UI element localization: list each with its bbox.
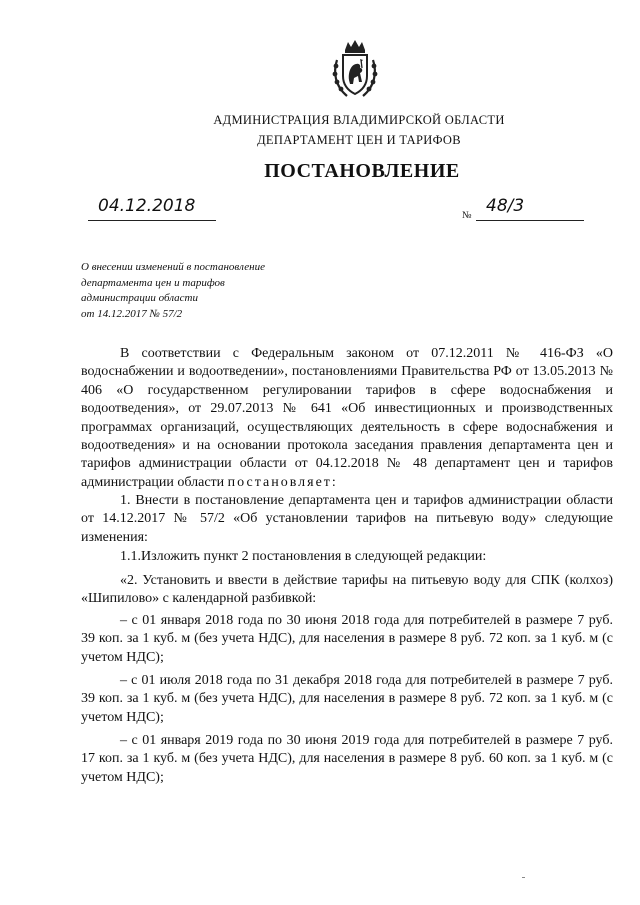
clause-1-paragraph bbox=[81, 492, 613, 547]
department-name: ДЕПАРТАМЕНТ ЦЕН И ТАРИФОВ bbox=[257, 133, 461, 147]
organization-name: АДМИНИСТРАЦИЯ ВЛАДИМИРСКОЙ ОБЛАСТИ bbox=[213, 113, 505, 127]
subject-line: О внесении изменений в постановление bbox=[81, 261, 265, 273]
scan-mark bbox=[522, 877, 525, 878]
number-label: № bbox=[462, 210, 472, 221]
tariff-period-text: – с 01 января 2018 года по 30 июня 2018 года для потребителей в размере 7 руб. 39 коп. за 1 куб. м (без учета НДС), для населения в размере 8 руб. 72 коп. за 1 куб. м (с учетом НДС); bbox=[81, 613, 613, 665]
document-date: 04.12.2018 bbox=[98, 196, 196, 216]
tariff-period-item bbox=[81, 672, 613, 727]
subject-line: департамента цен и тарифов bbox=[81, 276, 225, 289]
clause-1-1-text: 1.1.Изложить пункт 2 постановления в следующей редакции: bbox=[120, 549, 487, 564]
resolution-word: постановляет: bbox=[227, 474, 338, 490]
document-subject bbox=[81, 260, 265, 322]
clause-2-paragraph bbox=[81, 572, 613, 609]
preamble-paragraph bbox=[81, 345, 613, 492]
tariff-period-item bbox=[81, 612, 613, 667]
subject-line: от 14.12.2017 № 57/2 bbox=[81, 307, 183, 320]
clause-1-1-paragraph bbox=[81, 548, 613, 566]
preamble-text: В соответствии с Федеральным законом от 07.12.2011 № 416-ФЗ «О водоснабжении и водоотведении», постановлениями Правительства РФ от 13.05.2013 № 406 «О государственном регулировании тарифов в сфере водоснабжения и водоотведения», от 29.07.2013 № 641 «Об инвестиционных и производственных программах организаций, осуществляющих деятельность в сфере водоснабжения и водоотведения» и на основании протокола заседания правления департамента цен и тарифов администрации области от 04.12.2018 № 48 департамент цен и тарифов администрации области bbox=[81, 346, 613, 490]
clause-2-text: «2. Установить и ввести в действие тарифы на питьевую воду для СПК (колхоз) «Шипилово» с календарной разбивкой: bbox=[81, 573, 613, 607]
number-underline bbox=[476, 220, 584, 221]
subject-line: администрации области bbox=[81, 292, 198, 304]
coat-of-arms-icon bbox=[331, 38, 379, 100]
clause-1-text: 1. Внести в постановление департамента цен и тарифов администрации области от 14.12.2017 № 57/2 «Об установлении тарифов на питьевую воду» следующие изменения: bbox=[81, 493, 613, 545]
document-number: 48/3 bbox=[486, 196, 525, 216]
date-underline bbox=[88, 220, 216, 221]
document-title: ПОСТАНОВЛЕНИЕ bbox=[264, 160, 460, 182]
tariff-period-item bbox=[81, 732, 613, 787]
tariff-period-text: – с 01 июля 2018 года по 31 декабря 2018 года для потребителей в размере 7 руб. 39 коп. за 1 куб. м (без учета НДС), для населения в размере 8 руб. 72 коп. за 1 куб. м (с учетом НДС); bbox=[81, 673, 613, 725]
tariff-period-text: – с 01 января 2019 года по 30 июня 2019 года для потребителей в размере 7 руб. 17 коп. за 1 куб. м (без учета НДС), для населения в размере 8 руб. 60 коп. за 1 куб. м (с учетом НДС); bbox=[81, 733, 613, 785]
